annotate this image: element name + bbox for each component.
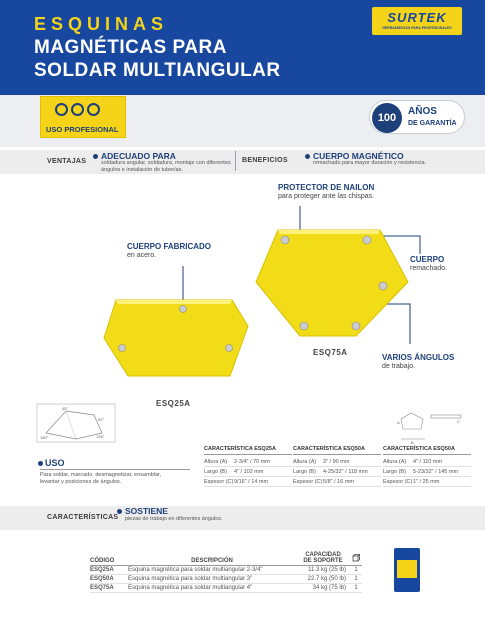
table-row: ESQ75A Esquina magnética para soldar multiangular 4" 34 kg (75 lb) 1 — [90, 584, 362, 593]
warranty-line-2: DE GARANTÍA — [408, 120, 457, 127]
ventajas-description: soldadura angular, soldadura, montaje con diferentes ángulos e instalación de tuberías. — [101, 160, 231, 173]
ventajas-label: VENTAJAS — [47, 158, 87, 165]
magnet-esq75a — [256, 230, 408, 336]
spec-header: CARACTERÍSTICA ESQ50A — [383, 446, 471, 455]
spec-row: Espesor (C) 1" / 25 mm — [383, 477, 471, 487]
spec-row: Espesor (C) 9/16" / 14 mm — [204, 477, 292, 487]
spec-row: Altura (A) 4" / 110 mm — [383, 457, 471, 467]
callout-angulos-text: de trabajo. — [382, 363, 416, 370]
callout-protector-text: para proteger ante las chispas. — [278, 193, 375, 200]
gauge-icon — [71, 103, 84, 116]
gauge-icons — [55, 103, 100, 116]
spec-header: CARACTERÍSTICA ESQ25A — [204, 446, 292, 455]
order-table — [90, 550, 362, 593]
package-image — [394, 548, 420, 592]
package-window — [397, 560, 417, 578]
title-line-1: MAGNÉTICAS PARA — [34, 37, 227, 58]
spec-table-1 — [204, 446, 292, 487]
callout-cuerpo-title: CUERPO — [410, 255, 445, 264]
bullet-icon — [305, 154, 310, 159]
caracteristicas-label: CARACTERÍSTICAS — [47, 514, 119, 521]
spec-row: Largo (B) 4" / 102 mm — [204, 467, 292, 477]
table-row: ESQ50A Esquina magnética para soldar multiangular 3" 22.7 kg (50 lb) 1 — [90, 575, 362, 584]
order-table-header — [90, 550, 362, 566]
beneficios-title: CUERPO MAGNÉTICO — [313, 151, 404, 161]
spec-row: Altura (A) 2-3/4" / 70 mm — [204, 457, 292, 467]
caracteristicas-title: SOSTIENE — [125, 506, 168, 516]
col-codigo: CÓDIGO — [90, 558, 115, 564]
brand-tagline: HERRAMIENTAS PARA PROFESIONALES — [382, 26, 452, 30]
callout-cuerpo-fab-text: en acero. — [127, 252, 157, 259]
warranty-badge — [369, 100, 465, 134]
bullet-icon — [38, 461, 43, 466]
spec-row: Largo (B) 4-25/32" / 118 mm — [293, 467, 381, 477]
warranty-years: 100 — [372, 103, 402, 133]
svg-text:135°: 135° — [96, 434, 105, 439]
gauge-icon — [55, 103, 68, 116]
warranty-line-1: AÑOS — [408, 106, 437, 117]
svg-text:180°: 180° — [40, 435, 49, 440]
model-label-esq75a: ESQ75A — [313, 348, 348, 357]
box-icon — [350, 554, 362, 564]
table-row: ESQ25A Esquina magnética para soldar multiangular 2-3/4" 11.3 kg (25 lb) 1 — [90, 566, 362, 575]
bullet-icon — [117, 509, 122, 514]
bullet-icon — [93, 154, 98, 159]
spec-row: Largo (B) 5-23/32" / 145 mm — [383, 467, 471, 477]
svg-text:90°: 90° — [98, 417, 105, 422]
brand-logo — [372, 7, 462, 35]
gauge-icon — [87, 103, 100, 116]
spec-row: Espesor (C) 5/8" / 16 mm — [293, 477, 381, 487]
svg-text:C: C — [457, 419, 460, 424]
uso-description: Para soldar, marcado, desmagnetizar, ensamblar, levantar y posiciones de ángulos. — [40, 472, 162, 485]
badge-label: USO PROFESIONAL — [46, 125, 119, 134]
col-descripcion: DESCRIPCIÓN — [191, 558, 233, 564]
brand-name: SURTEK — [387, 10, 447, 25]
spec-row: Altura (A) 3" / 90 mm — [293, 457, 381, 467]
magnet-esq25a — [104, 300, 248, 376]
callout-cuerpo-fab-title: CUERPO FABRICADO — [127, 242, 212, 251]
beneficios-label: BENEFICIOS — [242, 157, 288, 164]
angle-diagram — [36, 403, 116, 443]
spec-header: CARACTERÍSTICA ESQ50A — [293, 446, 381, 455]
ventajas-title: ADECUADO PARA — [101, 151, 176, 161]
callout-angulos-title: VARIOS ÁNGULOS — [382, 353, 455, 362]
callout-cuerpo-text: remachado. — [410, 265, 447, 272]
divider — [40, 469, 190, 470]
caracteristicas-description: piezas de trabajo en diferentes ángulos. — [125, 516, 223, 522]
uso-title: USO — [45, 458, 65, 468]
svg-text:B: B — [411, 440, 414, 445]
spec-table-3 — [383, 446, 471, 487]
spec-table-2 — [293, 446, 381, 487]
product-title — [34, 36, 281, 82]
svg-text:45°: 45° — [62, 406, 69, 411]
beneficios-description: remachado para mayor duración y resistencia. — [313, 160, 427, 166]
svg-text:A: A — [397, 420, 400, 425]
title-line-2: SOLDAR MULTIANGULAR — [34, 60, 281, 81]
model-label-esq25a: ESQ25A — [156, 399, 191, 408]
product-subtitle: ESQUINAS — [34, 14, 169, 34]
product-illustration — [0, 176, 485, 406]
uso-profesional-badge — [40, 96, 126, 138]
dimension-diagram — [395, 411, 465, 445]
divider — [235, 151, 236, 171]
callout-protector-title: PROTECTOR DE NAILON — [278, 183, 375, 192]
col-capacidad: CAPACIDAD DE SOPORTE — [303, 552, 343, 564]
